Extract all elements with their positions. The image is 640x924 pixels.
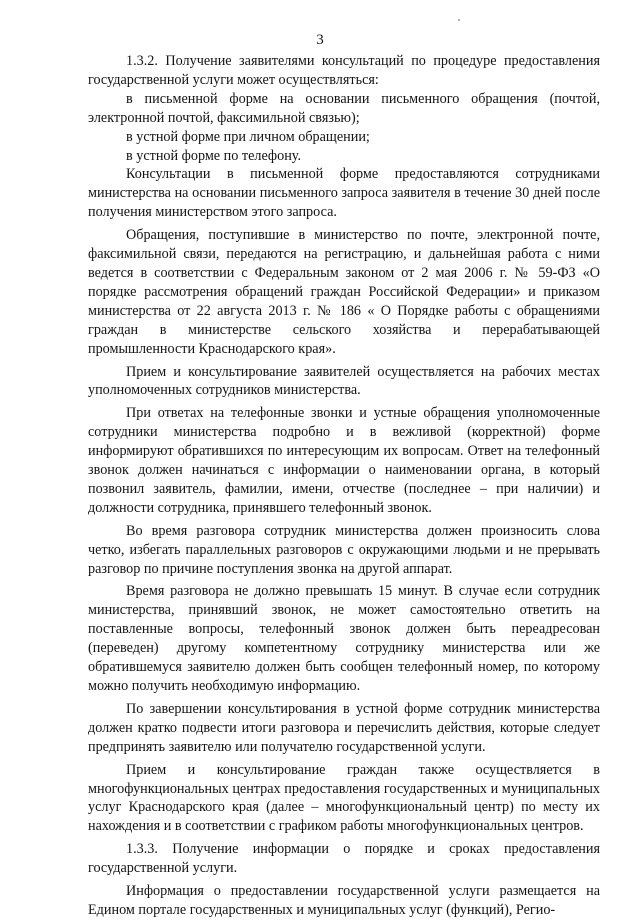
paragraph-consultation-summary: По завершении консультирования в устной форме сотрудник министерства должен кратко подвести итоги разговора и перечислить действия, которые следует предпринять заявителю или получателю государственной услуги. — [88, 700, 600, 755]
paragraph-appeals-registration: Обращения, поступившие в министерство по почте, электронной почте, факсимильной связи, передаются на регистрацию, и дальнейшая работа с ними ведется в соответствии с Федеральным законом от 2 мая 2006 г. № 59-ФЗ «О порядке рассмотрения обращений граждан Российской Федерации» и приказом министерства от 22 августа 2013 г. № 186 « О Порядке работы с обращениями граждан в министерстве сельского хозяйства и перерабатывающей промышленности Краснодарского края». — [88, 227, 600, 357]
list-item-written-form: в письменной форме на основании письменного обращения (почтой, электронной почтой, факсимильной связью); — [88, 90, 600, 126]
paragraph-1-3-2: 1.3.2. Получение заявителями консультаций по процедуре предоставления государственной услуги может осуществляться: — [88, 53, 600, 88]
page-number: 3 — [316, 32, 324, 48]
list-item-oral-by-phone: в устной форме по телефону. — [126, 147, 302, 164]
paragraph-conversation-time: Время разговора не должно превышать 15 минут. В случае если сотрудник министерства, принявший звонок, не может самостоятельно ответить на поставленные вопросы, телефонный звонок должен быть переадресован (переведен) другому компетентному сотруднику министерства или же обратившемуся заявителю должен быть сообщен телефонный номер, по которому можно получить необходимую информацию. — [88, 583, 600, 694]
list-item-oral-in-person: в устной форме при личном обращении; — [126, 128, 370, 145]
paragraph-phone-answers: При ответах на телефонные звонки и устные обращения уполномоченные сотрудники министерства подробно и в вежливой (корректной) форме информируют обратившихся по интересующим их вопросам. Ответ на телефонный звонок должен начинаться с информации о наименовании органа, в который позвонил заявитель, фамилии, имени, отчестве (последнее – при наличии) и должности сотрудника, принявшего телефонный звонок. — [88, 405, 600, 516]
scan-speck — [458, 19, 460, 21]
paragraph-written-consultations: Консультации в письменной форме предоставляются сотрудниками министерства на основании письменного запроса заявителя в течение 30 дней после получения министерством этого запроса. — [88, 166, 600, 221]
paragraph-portal-info: Информация о предоставлении государственной услуги размещается на Едином портале государственных и муниципальных услуг (функций), Регио- — [88, 883, 600, 918]
paragraph-conversation-rules: Во время разговора сотрудник министерства должен произносить слова четко, избегать параллельных разговоров с окружающими людьми и не прерывать разговор по причине поступления звонка на другой аппарат. — [88, 522, 600, 577]
paragraph-reception-workplaces: Прием и консультирование заявителей осуществляется на рабочих местах уполномоченных сотрудников министерства. — [88, 363, 600, 399]
paragraph-mfc-reception: Прием и консультирование граждан также осуществляется в многофункциональных центрах предоставления государственных и муниципальных услуг Краснодарского края (далее – многофункциональный центр) по месту их нахождения и в соответствии с графиком работы многофункциональных центров. — [88, 761, 600, 835]
body-text — [88, 52, 600, 924]
paragraph-1-3-3: 1.3.3. Получение информации о порядке и сроках предоставления государственной услуги. — [88, 841, 600, 877]
